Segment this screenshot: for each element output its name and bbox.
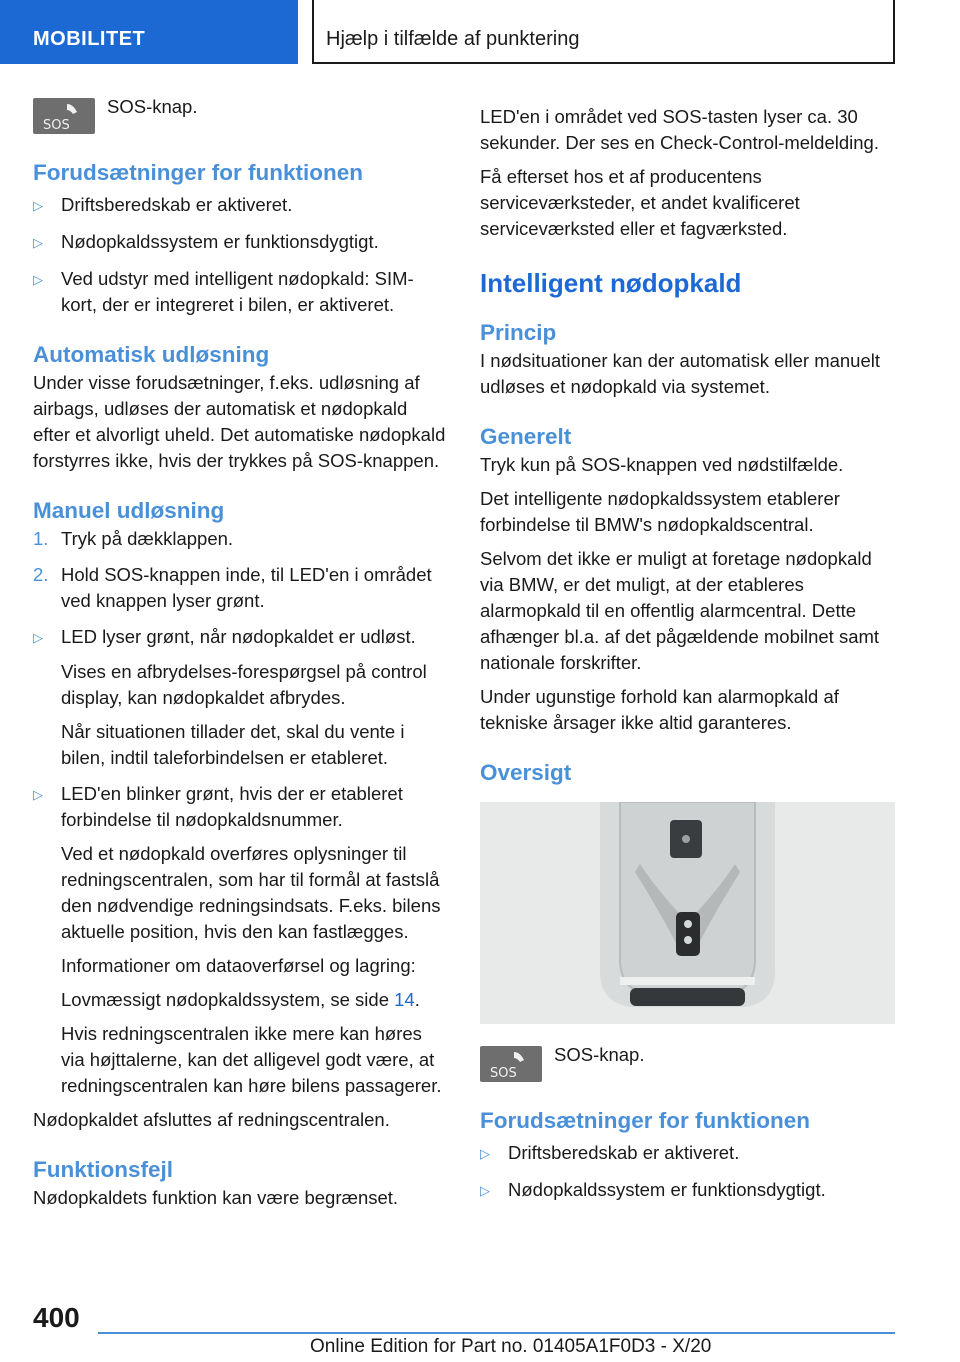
paragraph: Informationer om dataoverførsel og lagring: bbox=[61, 955, 416, 976]
section-label: MOBILITET bbox=[33, 28, 146, 50]
chapter-header bbox=[312, 0, 895, 64]
section-heading: Automatisk udløsning bbox=[33, 342, 270, 367]
paragraph: Selvom det ikke er muligt at foretage nødopkald via BMW, er det muligt, at der etableres alarmopkald til en offentlig alarmcentral. Dette afhænger bl.a. af det pågældende mobilnet samt nationale forskrifter. bbox=[480, 548, 880, 673]
footer-divider bbox=[98, 1332, 895, 1334]
sos-phone-icon bbox=[33, 98, 95, 134]
chapter-title: Hjælp i tilfælde af punktering bbox=[326, 28, 580, 50]
triangle-right-icon: ▷ bbox=[480, 1146, 490, 1161]
edition-text: Online Edition for Part no. 01405A1F0D3 - X/20 bbox=[310, 1336, 712, 1357]
triangle-right-icon: ▷ bbox=[33, 787, 43, 802]
section-heading: Forudsætninger for funktionen bbox=[480, 1108, 810, 1133]
sos-phone-icon bbox=[480, 1046, 542, 1082]
paragraph: I nødsituationer kan der automatisk eller manuelt udløses et nødopkald via systemet. bbox=[480, 350, 881, 397]
paragraph: Det intelligente nødopkaldssystem etablerer forbindelse til BMW's nødopkaldscentral. bbox=[480, 488, 840, 535]
svg-text:SOS: SOS bbox=[43, 118, 70, 133]
triangle-right-icon: ▷ bbox=[33, 198, 43, 213]
left-column bbox=[33, 98, 448, 1211]
step-number: 2. bbox=[33, 564, 49, 585]
section-heading: Oversigt bbox=[480, 760, 572, 785]
step-item: 1. Tryk på dækklappen. bbox=[33, 526, 448, 552]
triangle-right-icon: ▷ bbox=[33, 272, 43, 287]
page-link[interactable]: 14 bbox=[394, 989, 415, 1010]
section-heading: Funktionsfejl bbox=[33, 1157, 173, 1182]
triangle-right-icon: ▷ bbox=[480, 1183, 490, 1198]
paragraph: Ved et nødopkald overføres oplysninger til redningscentralen, som har til formål at fastslå den nødvendige redningsindsats. F.eks. bilens aktuelle position, hvis den kan fastlægges. bbox=[61, 843, 441, 942]
list-item: ▷ Driftsberedskab er aktiveret. bbox=[33, 192, 448, 219]
sos-button-legend bbox=[480, 1046, 895, 1082]
list-item: ▷ Nødopkaldssystem er funktionsdygtigt. bbox=[480, 1177, 895, 1204]
step-number: 1. bbox=[33, 528, 49, 549]
list-item: ▷ Nødopkaldssystem er funktionsdygtigt. bbox=[33, 229, 448, 256]
section-heading: Manuel udløsning bbox=[33, 498, 225, 523]
paragraph: Under visse forudsætninger, f.eks. udløsning af airbags, udløses der automatisk et nødopkald efter et alvorligt uheld. Det automatiske nødopkald forstyrres ikke, hvis der trykkes på SOS-knappen. bbox=[33, 372, 446, 471]
paragraph: Tryk kun på SOS-knappen ved nødstilfælde. bbox=[480, 454, 844, 475]
list-item: ▷ LED lyser grønt, når nødopkaldet er udløst. bbox=[33, 624, 448, 651]
paragraph: Få efterset hos et af producentens serviceværksteder, et andet kvalificeret serviceværksted eller et fagværksted. bbox=[480, 166, 800, 239]
list-item: ▷ Driftsberedskab er aktiveret. bbox=[480, 1140, 895, 1167]
chapter-heading: Intelligent nødopkald bbox=[480, 268, 742, 298]
sos-label: SOS-knap. bbox=[554, 1044, 645, 1065]
paragraph: Nødopkaldets funktion kan være begrænset. bbox=[33, 1187, 399, 1208]
triangle-right-icon: ▷ bbox=[33, 235, 43, 250]
step-item: 2. Hold SOS-knappen inde, til LED'en i området ved knappen lyser grønt. bbox=[33, 562, 448, 614]
right-column bbox=[480, 98, 895, 1204]
paragraph: Vises en afbrydelses-forespørgsel på control display, kan nødopkaldet afbrydes. bbox=[61, 661, 427, 708]
overhead-console-photo bbox=[480, 802, 895, 1024]
list-item: ▷ Ved udstyr med intelligent nødopkald: SIM-kort, der er integreret i bilen, er aktiveret. bbox=[33, 266, 448, 318]
paragraph: Under ugunstige forhold kan alarmopkald af tekniske årsager ikke altid garanteres. bbox=[480, 686, 839, 733]
svg-text:SOS: SOS bbox=[490, 1066, 517, 1081]
paragraph: Nødopkaldet afsluttes af redningscentralen. bbox=[33, 1109, 390, 1130]
page-number: 400 bbox=[33, 1302, 80, 1333]
paragraph: Lovmæssigt nødopkaldssystem, se side 14. bbox=[61, 989, 420, 1010]
triangle-right-icon: ▷ bbox=[33, 630, 43, 645]
section-heading: Forudsætninger for funktionen bbox=[33, 160, 363, 185]
section-heading: Princip bbox=[480, 320, 557, 345]
sos-label: SOS-knap. bbox=[107, 96, 198, 117]
paragraph: Hvis redningscentralen ikke mere kan høres via højttalerne, kan det alligevel godt være, at redningscentralen kan høre bilens passagerer. bbox=[61, 1023, 442, 1096]
paragraph: LED'en i området ved SOS-tasten lyser ca. 30 sekunder. Der ses en Check-Control-meldelding. bbox=[480, 106, 879, 153]
section-heading: Generelt bbox=[480, 424, 572, 449]
list-item: ▷ LED'en blinker grønt, hvis der er etableret forbindelse til nødopkaldsnummer. bbox=[33, 781, 448, 833]
sos-button-legend bbox=[33, 98, 448, 134]
section-tab bbox=[0, 0, 298, 64]
paragraph: Når situationen tillader det, skal du vente i bilen, indtil taleforbindelsen er etableret. bbox=[61, 721, 405, 768]
